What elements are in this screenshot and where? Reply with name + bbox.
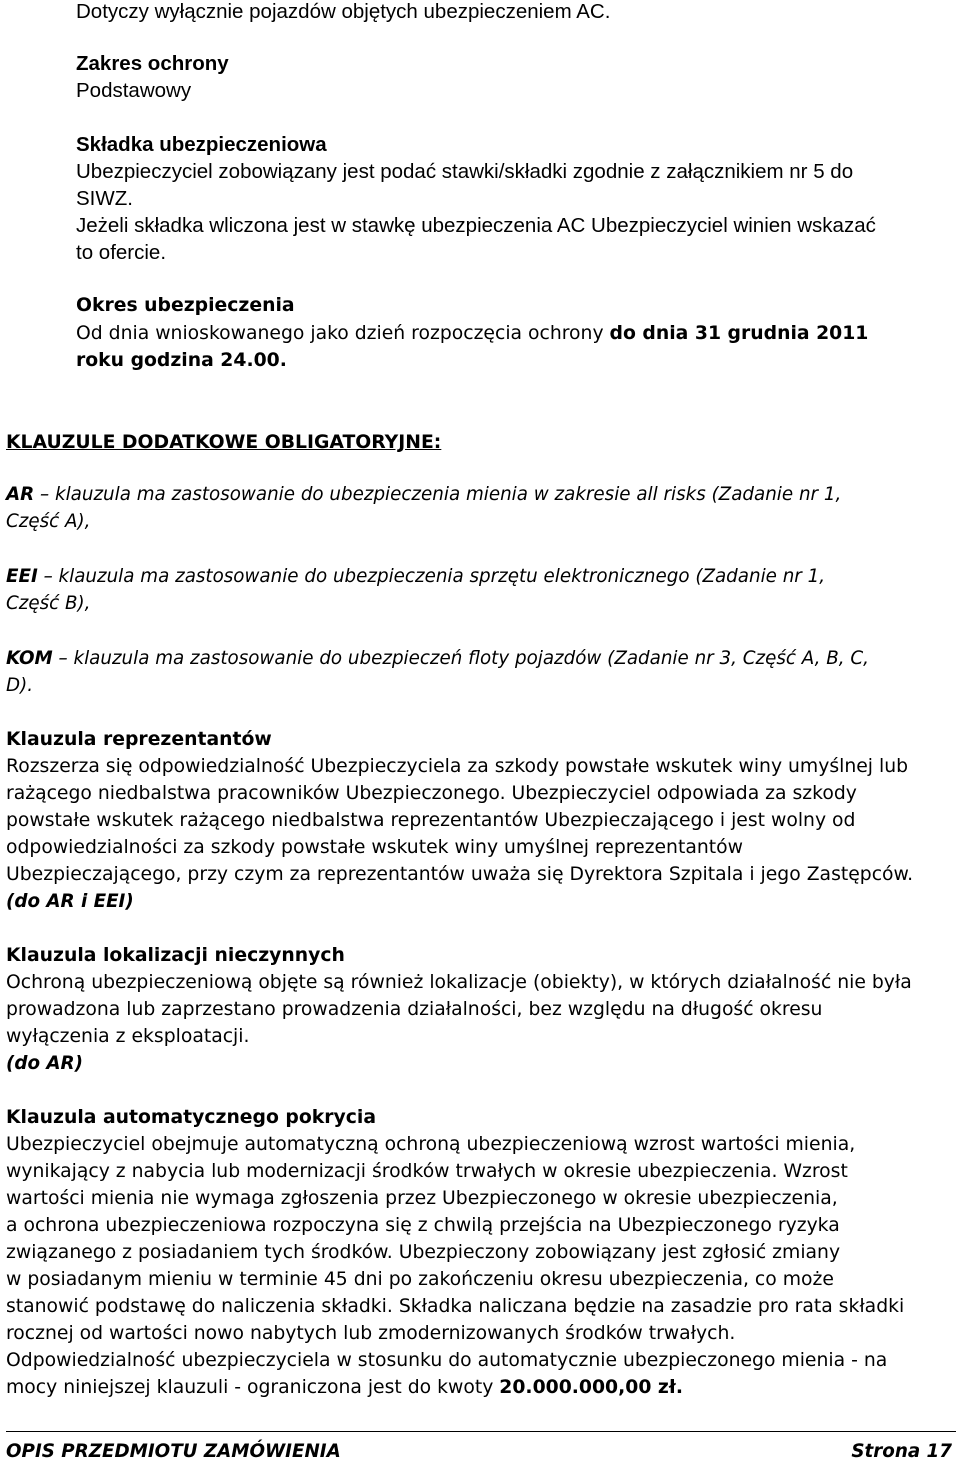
kom-dash: – (52, 648, 74, 669)
ar-code: AR (6, 484, 35, 505)
skladka-heading: Składka ubezpieczeniowa (76, 133, 327, 156)
reprezentantow-applies: (do AR i EEI) (6, 891, 134, 912)
automatycznego-line-4: a ochrona ubezpieczeniowa rozpoczyna się z chwilą przejścia na Ubezpieczonego ryzyka (6, 1215, 840, 1236)
skladka-line-3: Jeżeli składka wliczona jest w stawkę ubezpieczenia AC Ubezpieczyciel winien wskazać (76, 214, 876, 237)
skladka-line-2: SIWZ. (76, 187, 133, 210)
okres-heading: Okres ubezpieczenia (76, 295, 295, 316)
okres-line-1-bold: do dnia 31 grudnia 2011 (609, 323, 869, 344)
skladka-line-1: Ubezpieczyciel zobowiązany jest podać stawki/składki zgodnie z załącznikiem nr 5 do (76, 160, 854, 183)
automatycznego-line-7: stanowić podstawę do naliczenia składki. Składka naliczana będzie na zasadzie pro rata składki (6, 1296, 905, 1317)
ar-dash: – (34, 484, 55, 505)
page-number: Strona 17 (851, 1441, 952, 1462)
reprezentantow-line-2: rażącego niedbalstwa pracowników Ubezpieczonego. Ubezpieczyciel odpowiada za szkody (6, 783, 857, 804)
ar-description: klauzula ma zastosowanie do ubezpieczenia mienia w zakresie all risks (Zadanie nr 1, (55, 484, 842, 505)
zakres-heading: Zakres ochrony (76, 52, 229, 75)
lokalizacji-line-2: prowadzona lub zaprzestano prowadzenia działalności, bez względu na długość okresu (6, 999, 823, 1020)
reprezentantow-line-3: powstałe wskutek rażącego niedbalstwa reprezentantów Ubezpieczającego i jest wolny od (6, 810, 856, 831)
top-note: Dotyczy wyłącznie pojazdów objętych ubezpieczeniem AC. (76, 0, 611, 23)
reprezentantow-line-5: Ubezpieczającego, przy czym za reprezentantów uważa się Dyrektora Szpitala i jego Zastępców. (6, 864, 914, 885)
ar-clause-line-2: Część A), (6, 511, 91, 532)
eei-dash: – (37, 566, 59, 587)
lokalizacji-heading: Klauzula lokalizacji nieczynnych (6, 945, 345, 966)
automatycznego-heading: Klauzula automatycznego pokrycia (6, 1107, 377, 1128)
zakres-value: Podstawowy (76, 79, 192, 102)
lokalizacji-applies: (do AR) (6, 1053, 83, 1074)
automatycznego-line-10 (6, 1374, 683, 1401)
reprezentantow-line-4: odpowiedzialności za szkody powstałe wskutek winy umyślnej reprezentantów (6, 837, 743, 858)
reprezentantow-heading: Klauzula reprezentantów (6, 729, 272, 750)
automatycznego-line-1: Ubezpieczyciel obejmuje automatyczną ochroną ubezpieczeniową wzrost wartości mienia, (6, 1134, 856, 1155)
eei-code: EEI (6, 566, 38, 587)
kom-clause-line-2: D). (6, 675, 34, 696)
automatycznego-line-2: wynikający z nabycia lub modernizacji środków trwałych w okresie ubezpieczenia. Wzrost (6, 1161, 848, 1182)
eei-clause-line-2: Część B), (6, 593, 91, 614)
lokalizacji-line-1: Ochroną ubezpieczeniową objęte są również lokalizacje (obiekty), w których działalność nie była (6, 972, 912, 993)
eei-description: klauzula ma zastosowanie do ubezpieczenia sprzętu elektronicznego (Zadanie nr 1, (58, 566, 826, 587)
eei-clause-line-1 (6, 563, 825, 590)
automatycznego-line-8: rocznej od wartości nowo nabytych lub zmodernizowanych środków trwałych. (6, 1323, 736, 1344)
automatycznego-amount: 20.000.000,00 zł. (499, 1377, 683, 1398)
kom-code: KOM (6, 648, 53, 669)
footer-title: OPIS PRZEDMIOTU ZAMÓWIENIA (6, 1441, 341, 1462)
okres-line-1 (76, 320, 868, 347)
automatycznego-last-normal: mocy niniejszej klauzuli - ograniczona jest do kwoty (6, 1377, 500, 1398)
ar-clause-line-1 (6, 481, 841, 508)
automatycznego-line-5: związanego z posiadaniem tych środków. Ubezpieczony zobowiązany jest zgłosić zmiany (6, 1242, 841, 1263)
automatycznego-line-9: Odpowiedzialność ubezpieczyciela w stosunku do automatycznie ubezpieczonego mienia - na (6, 1350, 888, 1371)
footer-divider (6, 1431, 956, 1432)
okres-line-2: roku godzina 24.00. (76, 350, 287, 371)
kom-description: klauzula ma zastosowanie do ubezpieczeń floty pojazdów (Zadanie nr 3, Część A, B, C, (73, 648, 869, 669)
kom-clause-line-1 (6, 645, 869, 672)
automatycznego-line-6: w posiadanym mieniu w terminie 45 dni po zakończeniu okresu ubezpieczenia, co może (6, 1269, 834, 1290)
reprezentantow-line-1: Rozszerza się odpowiedzialność Ubezpieczyciela za szkody powstałe wskutek winy umyślnej lub (6, 756, 909, 777)
automatycznego-line-3: wartości mienia nie wymaga zgłoszenia przez Ubezpieczonego w okresie ubezpieczenia, (6, 1188, 838, 1209)
lokalizacji-line-3: wyłączenia z eksploatacji. (6, 1026, 250, 1047)
okres-line-1-normal: Od dnia wnioskowanego jako dzień rozpoczęcia ochrony (76, 323, 610, 344)
klauzule-heading: KLAUZULE DODATKOWE OBLIGATORYJNE: (6, 432, 442, 453)
skladka-line-4: to ofercie. (76, 241, 167, 264)
